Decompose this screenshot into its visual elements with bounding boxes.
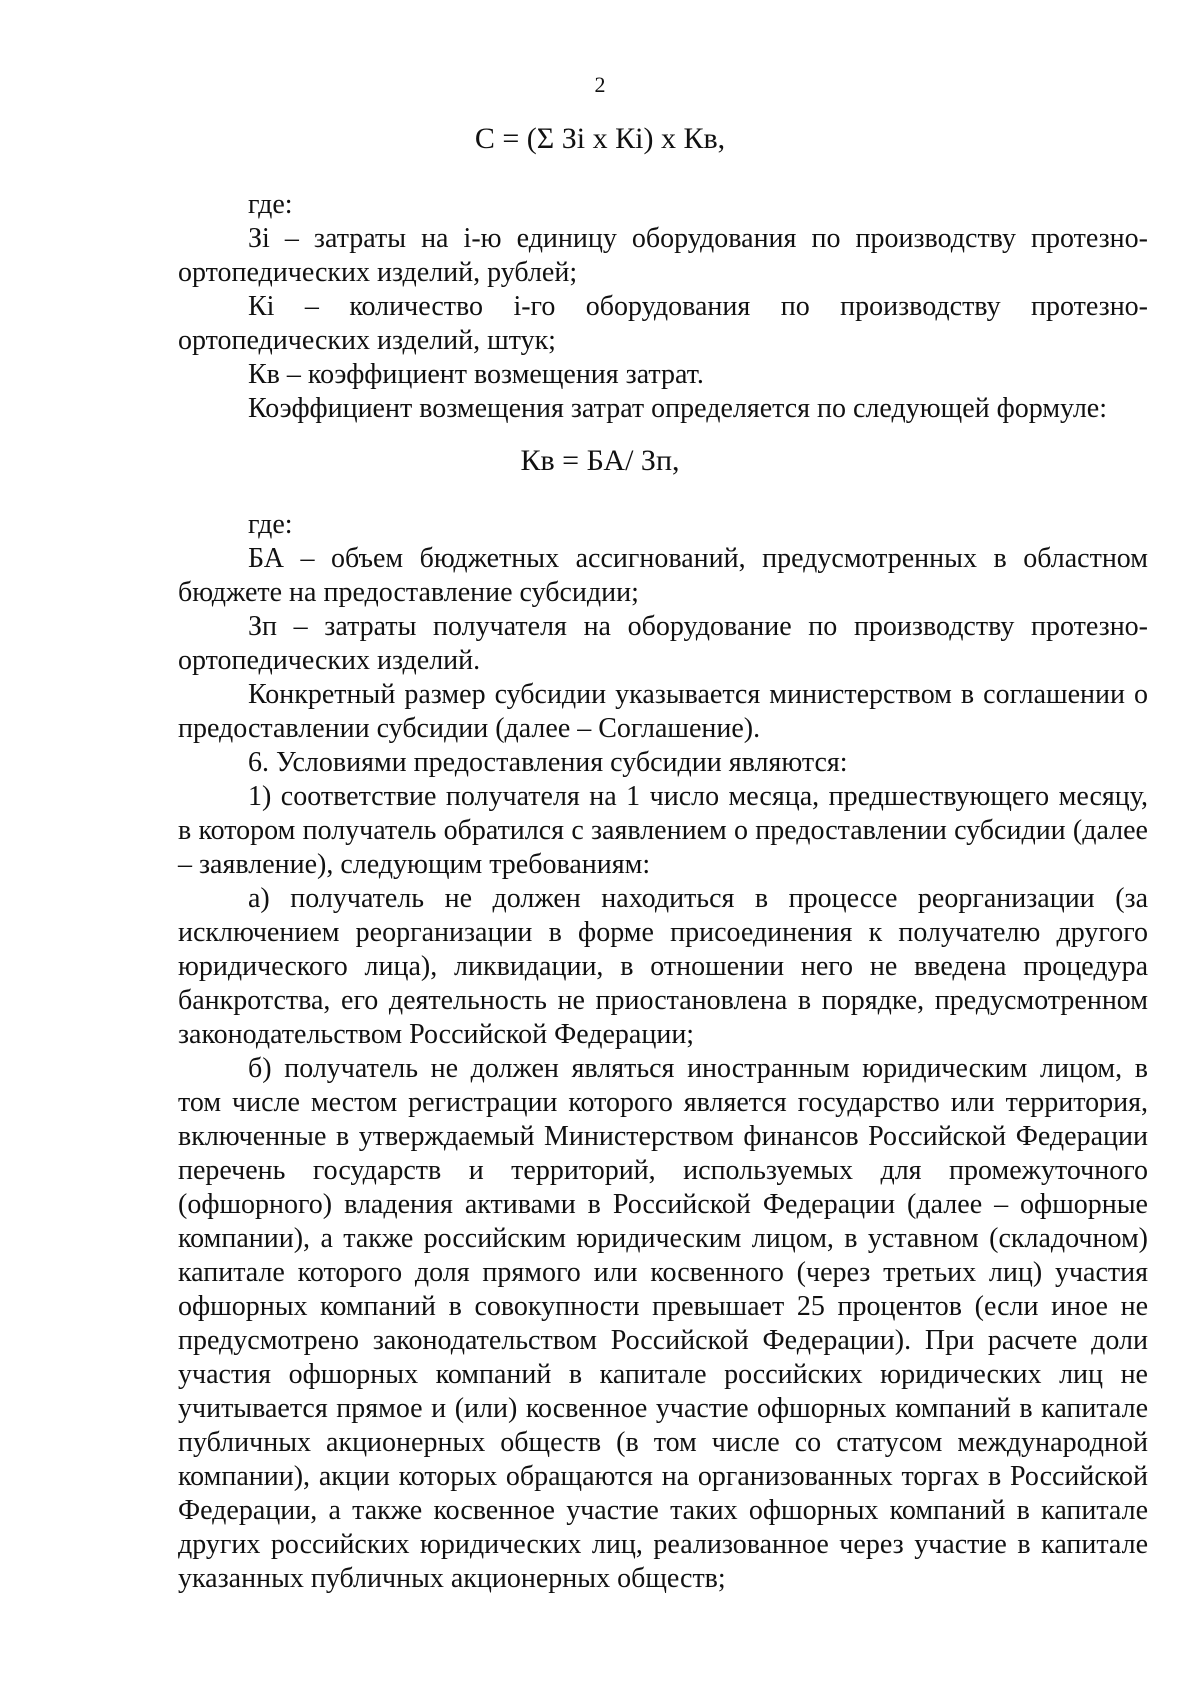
paragraph-subsidy-amount: Конкретный размер субсидии указывается министерством в соглашении о предоставлении субсидии (далее – Соглашение). — [178, 679, 1148, 744]
text-block-1 — [178, 188, 1148, 426]
coefficient-formula: Кв = БА/ Зп, — [520, 444, 680, 477]
paragraph-ba-definition: БА – объем бюджетных ассигнований, предусмотренных в областном бюджете на предоставление субсидии; — [178, 543, 1148, 608]
paragraph-conditions-heading: 6. Условиями предоставления субсидии являются: — [248, 747, 848, 778]
paragraph-condition-1b: б) получатель не должен являться иностранным юридическим лицом, в том числе местом регистрации которого является государство или территория, включенные в утверждаемый Министерством финансов Российской Федерации перечень государств и территорий, используемых для промежуточного (офшорного) владения активами в Российской Федерации (далее – офшорные компании), а также российским юридическим лицом, в уставном (складочном) капитале которого доля прямого или косвенного (через третьих лиц) участия офшорных компаний в совокупности превышает 25 процентов (если иное не предусмотрено законодательством Российской Федерации). При расчете доли участия офшорных компаний в капитале российских юридических лиц не учитывается прямое и (или) косвенное участие офшорных компаний в капитале публичных акционерных обществ (в том числе со статусом международной компании), акции которых обращаются на организованных торгах в Российской Федерации, а также косвенное участие таких офшорных компаний в капитале других российских юридических лиц, реализованное через участие в капитале указанных публичных акционерных обществ; — [178, 1053, 1148, 1594]
paragraph-kv-definition: Кв – коэффициент возмещения затрат. — [248, 359, 704, 390]
paragraph-where-1: где: — [248, 189, 293, 220]
paragraph-zi-definition: Зi – затраты на i-ю единицу оборудования по производству протезно-ортопедических изделий, рублей; — [178, 223, 1148, 288]
paragraph-condition-1: 1) соответствие получателя на 1 число месяца, предшествующего месяцу, в котором получатель обратился с заявлением о предоставлении субсидии (далее – заявление), следующим требованиям: — [178, 781, 1148, 880]
page-number: 2 — [594, 72, 606, 97]
text-block-2 — [178, 508, 1148, 1596]
paragraph-ki-definition: Кi – количество i-го оборудования по производству протезно-ортопедических изделий, штук; — [178, 291, 1148, 356]
paragraph-where-2: где: — [248, 509, 293, 540]
paragraph-zp-definition: Зп – затраты получателя на оборудование по производству протезно-ортопедических изделий. — [178, 611, 1148, 676]
paragraph-condition-1a: а) получатель не должен находиться в процессе реорганизации (за исключением реорганизации в форме присоединения к получателю другого юридического лица), ликвидации, в отношении него не введена процедура банкротства, его деятельность не приостановлена в порядке, предусмотренном законодательством Российской Федерации; — [178, 883, 1148, 1050]
cost-formula: С = (Σ Зi х Кi) х Кв, — [474, 122, 726, 155]
paragraph-kv-formula-intro: Коэффициент возмещения затрат определяется по следующей формуле: — [248, 393, 1108, 424]
